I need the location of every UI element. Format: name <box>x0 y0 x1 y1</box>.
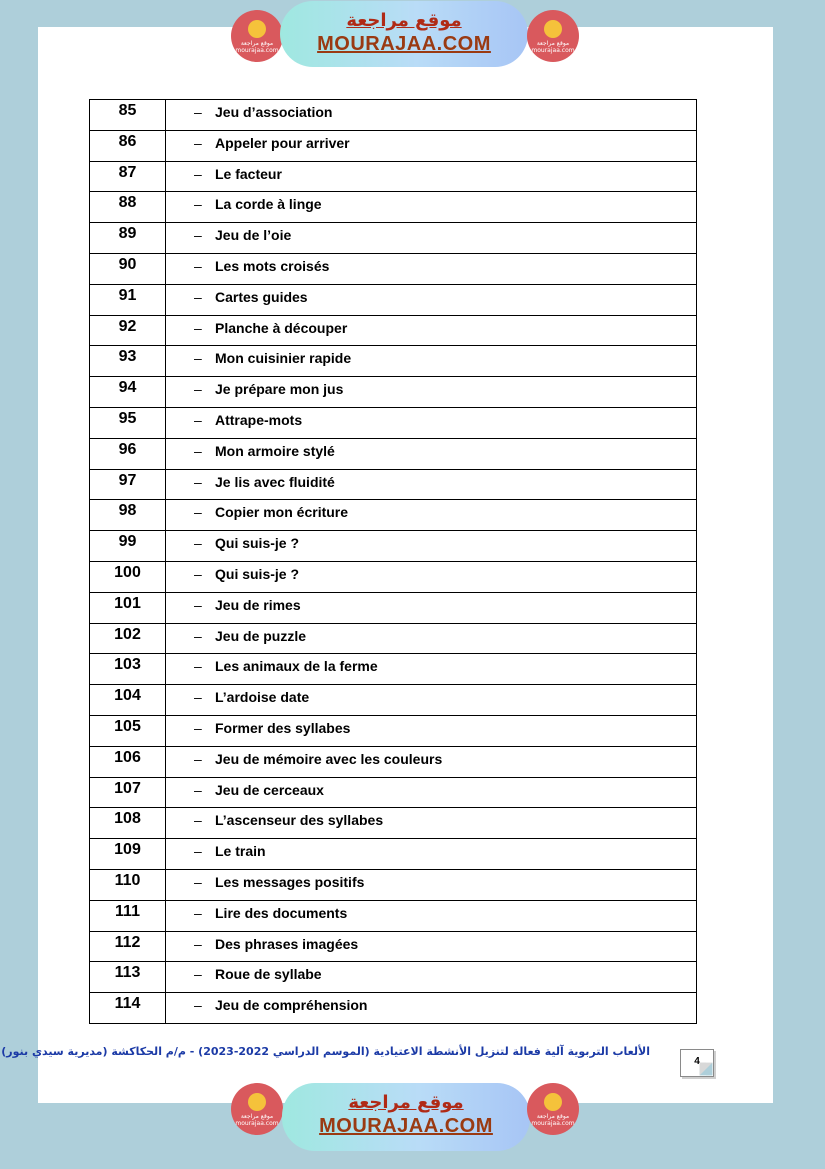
row-number: 92 <box>90 315 166 346</box>
site-domain-link[interactable]: MOURAJAA.COM <box>317 33 491 55</box>
row-item <box>166 346 697 377</box>
row-item <box>166 315 697 346</box>
row-number: 93 <box>90 346 166 377</box>
site-domain-link[interactable]: MOURAJAA.COM <box>319 1115 493 1137</box>
table-row <box>90 931 697 962</box>
site-name-arabic: موقع مراجعة <box>346 10 462 31</box>
game-name: Jeu de rimes <box>215 596 301 613</box>
table-row <box>90 746 697 777</box>
row-item <box>166 531 697 562</box>
table-row <box>90 531 697 562</box>
logo-caption: موقع مراجعة mourajaa.com <box>235 40 279 54</box>
table-row <box>90 808 697 839</box>
table-row <box>90 407 697 438</box>
table-row <box>90 100 697 131</box>
row-number: 86 <box>90 130 166 161</box>
game-name: Jeu de puzzle <box>215 627 307 644</box>
row-item <box>166 284 697 315</box>
game-name: Des phrases imagées <box>215 935 359 952</box>
game-name: Planche à découper <box>215 319 348 336</box>
game-name: Qui suis-je ? <box>215 565 300 582</box>
row-number: 112 <box>90 931 166 962</box>
game-name: Jeu de mémoire avec les couleurs <box>215 750 443 767</box>
game-name: Jeu d’association <box>215 104 333 120</box>
row-item <box>166 100 697 131</box>
game-name: Qui suis-je ? <box>215 535 300 552</box>
game-name: Cartes guides <box>215 288 308 305</box>
bullet-dash: – <box>194 381 202 398</box>
site-logo-right[interactable] <box>527 10 579 62</box>
logo-caption: موقع مراجعة mourajaa.com <box>235 1113 279 1127</box>
table-row <box>90 284 697 315</box>
bullet-dash: – <box>194 319 202 336</box>
bullet-dash: – <box>194 935 202 952</box>
row-item <box>166 561 697 592</box>
row-number: 85 <box>90 100 166 131</box>
game-name: Je lis avec fluidité <box>215 473 335 490</box>
bullet-dash: – <box>194 781 202 798</box>
row-item <box>166 777 697 808</box>
bullet-dash: – <box>194 165 202 182</box>
row-item <box>166 161 697 192</box>
table-row <box>90 192 697 223</box>
row-item <box>166 808 697 839</box>
row-item <box>166 592 697 623</box>
bullet-dash: – <box>194 565 202 582</box>
bullet-dash: – <box>194 873 202 890</box>
row-number: 101 <box>90 592 166 623</box>
bullet-dash: – <box>194 104 202 120</box>
game-name: Lire des documents <box>215 904 348 921</box>
table-row <box>90 993 697 1024</box>
logo-caption: موقع مراجعة mourajaa.com <box>531 40 575 54</box>
game-name: Attrape-mots <box>215 411 303 428</box>
table-row <box>90 161 697 192</box>
row-number: 109 <box>90 839 166 870</box>
table-row <box>90 900 697 931</box>
row-number: 111 <box>90 900 166 931</box>
game-name: Jeu de compréhension <box>215 997 368 1014</box>
row-item <box>166 623 697 654</box>
bullet-dash: – <box>194 843 202 860</box>
row-number: 113 <box>90 962 166 993</box>
table-row <box>90 777 697 808</box>
game-name: Former des syllabes <box>215 719 351 736</box>
row-number: 94 <box>90 377 166 408</box>
bullet-dash: – <box>194 350 202 367</box>
game-name: Jeu de l’oie <box>215 227 292 244</box>
row-item <box>166 469 697 500</box>
table-row <box>90 223 697 254</box>
table-row <box>90 253 697 284</box>
game-name: Appeler pour arriver <box>215 134 350 151</box>
bullet-dash: – <box>194 997 202 1014</box>
row-item <box>166 654 697 685</box>
bullet-dash: – <box>194 134 202 151</box>
row-item <box>166 438 697 469</box>
site-banner-bottom[interactable] <box>282 1083 530 1151</box>
page-number: 4 <box>680 1049 714 1077</box>
site-logo-left-bottom[interactable] <box>231 1083 283 1135</box>
table-row <box>90 346 697 377</box>
bullet-dash: – <box>194 719 202 736</box>
game-name: Mon cuisinier rapide <box>215 350 352 367</box>
row-number: 108 <box>90 808 166 839</box>
site-logo-left[interactable] <box>231 10 283 62</box>
game-name: L’ardoise date <box>215 689 310 706</box>
game-name: Jeu de cerceaux <box>215 781 324 798</box>
row-number: 87 <box>90 161 166 192</box>
row-number: 106 <box>90 746 166 777</box>
site-name-arabic: موقع مراجعة <box>348 1092 464 1113</box>
row-item <box>166 839 697 870</box>
bullet-dash: – <box>194 966 202 983</box>
game-name: La corde à linge <box>215 196 322 213</box>
row-item <box>166 869 697 900</box>
row-item <box>166 407 697 438</box>
game-name: Je prépare mon jus <box>215 381 344 398</box>
bullet-dash: – <box>194 257 202 274</box>
row-number: 114 <box>90 993 166 1024</box>
bullet-dash: – <box>194 442 202 459</box>
row-number: 91 <box>90 284 166 315</box>
game-name: Le facteur <box>215 165 282 182</box>
row-item <box>166 746 697 777</box>
row-item <box>166 715 697 746</box>
bullet-dash: – <box>194 627 202 644</box>
row-number: 97 <box>90 469 166 500</box>
row-number: 95 <box>90 407 166 438</box>
bullet-dash: – <box>194 812 202 829</box>
row-item <box>166 223 697 254</box>
table-row <box>90 623 697 654</box>
bullet-dash: – <box>194 596 202 613</box>
game-name: Copier mon écriture <box>215 504 349 521</box>
bullet-dash: – <box>194 196 202 213</box>
table-row <box>90 377 697 408</box>
game-name: Les messages positifs <box>215 873 365 890</box>
row-number: 102 <box>90 623 166 654</box>
table-row <box>90 438 697 469</box>
logo-icon <box>544 1093 562 1111</box>
bullet-dash: – <box>194 227 202 244</box>
row-item <box>166 500 697 531</box>
game-name: L’ascenseur des syllabes <box>215 812 384 829</box>
game-name: Mon armoire stylé <box>215 442 335 459</box>
row-number: 105 <box>90 715 166 746</box>
game-name: Les animaux de la ferme <box>215 658 378 675</box>
bullet-dash: – <box>194 535 202 552</box>
row-number: 107 <box>90 777 166 808</box>
game-name: Le train <box>215 843 266 860</box>
row-number: 90 <box>90 253 166 284</box>
bullet-dash: – <box>194 288 202 305</box>
row-item <box>166 962 697 993</box>
footer-caption: الألعاب التربوية آلية فعالة لتنزيل الأنشطة الاعتيادية (الموسم الدراسي 2022-2023) - م/م الحكاكشة (مديرية سيدي بنور) <box>1 1045 650 1058</box>
logo-caption: موقع مراجعة mourajaa.com <box>531 1113 575 1127</box>
row-item <box>166 130 697 161</box>
row-item <box>166 253 697 284</box>
row-number: 104 <box>90 685 166 716</box>
game-name: Les mots croisés <box>215 257 330 274</box>
row-item <box>166 192 697 223</box>
table-row <box>90 962 697 993</box>
bullet-dash: – <box>194 504 202 521</box>
table-row <box>90 685 697 716</box>
row-item <box>166 900 697 931</box>
logo-icon <box>544 20 562 38</box>
site-banner-top[interactable] <box>280 1 528 67</box>
row-item <box>166 993 697 1024</box>
table-row <box>90 869 697 900</box>
game-name: Roue de syllabe <box>215 966 322 983</box>
table-row <box>90 839 697 870</box>
row-number: 96 <box>90 438 166 469</box>
games-table <box>89 99 697 1024</box>
bullet-dash: – <box>194 473 202 490</box>
logo-icon <box>248 20 266 38</box>
row-number: 110 <box>90 869 166 900</box>
row-item <box>166 685 697 716</box>
row-number: 99 <box>90 531 166 562</box>
row-item <box>166 931 697 962</box>
row-item <box>166 377 697 408</box>
site-logo-right-bottom[interactable] <box>527 1083 579 1135</box>
bullet-dash: – <box>194 411 202 428</box>
table-row <box>90 315 697 346</box>
bullet-dash: – <box>194 689 202 706</box>
row-number: 89 <box>90 223 166 254</box>
table-row <box>90 469 697 500</box>
row-number: 98 <box>90 500 166 531</box>
bullet-dash: – <box>194 904 202 921</box>
row-number: 103 <box>90 654 166 685</box>
table-row <box>90 654 697 685</box>
row-number: 88 <box>90 192 166 223</box>
row-number: 100 <box>90 561 166 592</box>
table-row <box>90 592 697 623</box>
bullet-dash: – <box>194 658 202 675</box>
bullet-dash: – <box>194 750 202 767</box>
table-row <box>90 500 697 531</box>
table-row <box>90 130 697 161</box>
table-row <box>90 561 697 592</box>
table-row <box>90 715 697 746</box>
logo-icon <box>248 1093 266 1111</box>
